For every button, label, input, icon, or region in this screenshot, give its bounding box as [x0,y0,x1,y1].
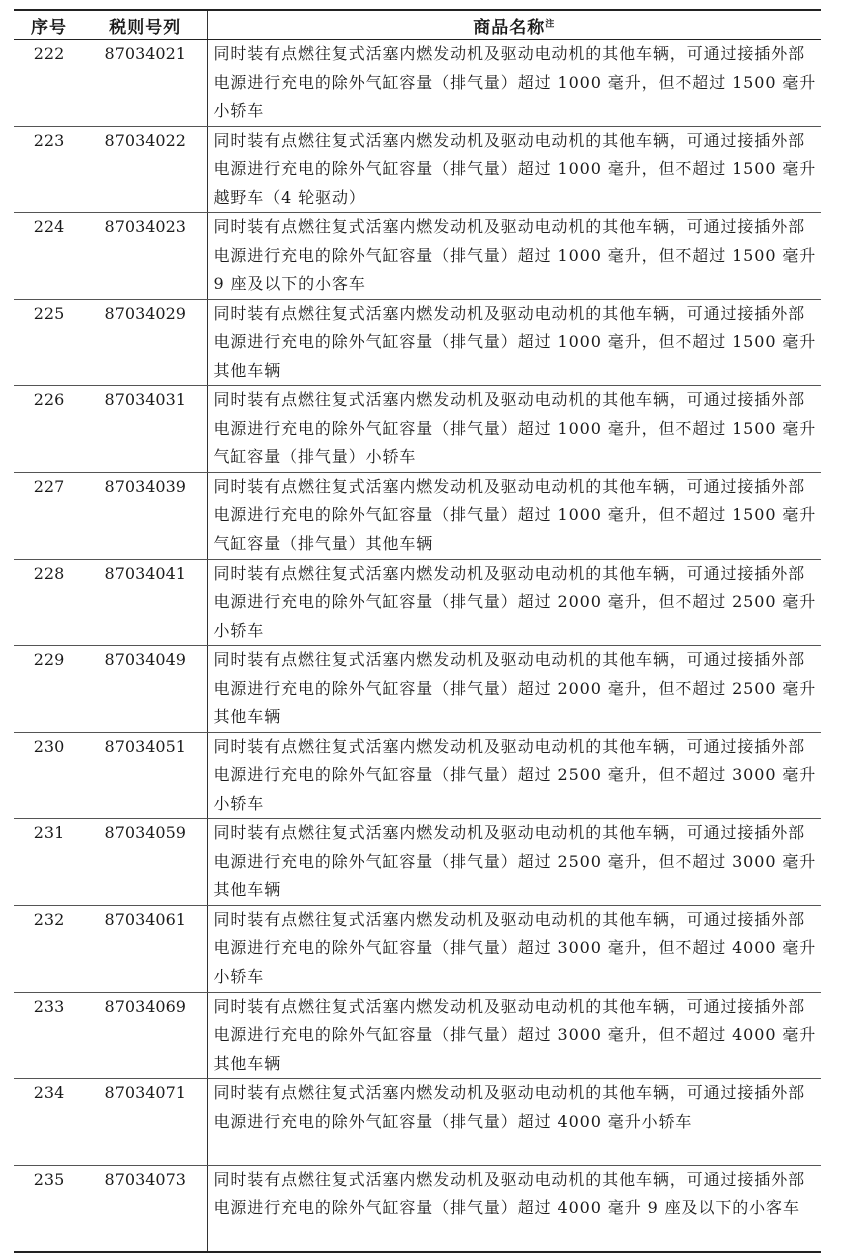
cell-description: 同时装有点燃往复式活塞内燃发动机及驱动电动机的其他车辆，可通过接插外部电源进行充电的除外气缸容量（排气量）超过 1000 毫升，但不超过 1500 毫升气缸容量（排气量）小轿车 [207,386,821,473]
header-name-note: 注 [545,18,556,29]
cell-code: 87034071 [84,1079,207,1166]
cell-seq: 230 [14,732,84,819]
cell-code: 87034059 [84,819,207,906]
tariff-table [14,9,821,1253]
cell-description: 同时装有点燃往复式活塞内燃发动机及驱动电动机的其他车辆，可通过接插外部电源进行充电的除外气缸容量（排气量）超过 1000 毫升，但不超过 1500 毫升其他车辆 [207,299,821,386]
table-row [14,386,821,473]
table-row [14,472,821,559]
cell-seq: 225 [14,299,84,386]
cell-description: 同时装有点燃往复式活塞内燃发动机及驱动电动机的其他车辆，可通过接插外部电源进行充电的除外气缸容量（排气量）超过 3000 毫升，但不超过 4000 毫升其他车辆 [207,992,821,1079]
table-row [14,213,821,300]
header-name-label: 商品名称 [473,17,546,38]
cell-description: 同时装有点燃往复式活塞内燃发动机及驱动电动机的其他车辆，可通过接插外部电源进行充电的除外气缸容量（排气量）超过 2500 毫升，但不超过 3000 毫升其他车辆 [207,819,821,906]
table-row [14,905,821,992]
cell-code: 87034069 [84,992,207,1079]
cell-code: 87034039 [84,472,207,559]
header-seq: 序号 [14,10,84,40]
cell-code: 87034023 [84,213,207,300]
table-row [14,1165,821,1252]
cell-seq: 229 [14,646,84,733]
cell-seq: 224 [14,213,84,300]
cell-description: 同时装有点燃往复式活塞内燃发动机及驱动电动机的其他车辆，可通过接插外部电源进行充电的除外气缸容量（排气量）超过 2500 毫升，但不超过 3000 毫升小轿车 [207,732,821,819]
cell-description: 同时装有点燃往复式活塞内燃发动机及驱动电动机的其他车辆，可通过接插外部电源进行充电的除外气缸容量（排气量）超过 4000 毫升小轿车 [207,1079,821,1166]
cell-description: 同时装有点燃往复式活塞内燃发动机及驱动电动机的其他车辆，可通过接插外部电源进行充电的除外气缸容量（排气量）超过 3000 毫升，但不超过 4000 毫升小轿车 [207,905,821,992]
cell-seq: 233 [14,992,84,1079]
cell-description: 同时装有点燃往复式活塞内燃发动机及驱动电动机的其他车辆，可通过接插外部电源进行充电的除外气缸容量（排气量）超过 2000 毫升，但不超过 2500 毫升小轿车 [207,559,821,646]
cell-seq: 234 [14,1079,84,1166]
cell-seq: 235 [14,1165,84,1252]
cell-seq: 227 [14,472,84,559]
cell-code: 87034022 [84,126,207,213]
cell-code: 87034051 [84,732,207,819]
cell-description: 同时装有点燃往复式活塞内燃发动机及驱动电动机的其他车辆，可通过接插外部电源进行充电的除外气缸容量（排气量）超过 2000 毫升，但不超过 2500 毫升其他车辆 [207,646,821,733]
cell-seq: 228 [14,559,84,646]
cell-code: 87034041 [84,559,207,646]
header-name [207,10,821,40]
table-row [14,559,821,646]
cell-code: 87034061 [84,905,207,992]
cell-seq: 222 [14,40,84,127]
cell-seq: 231 [14,819,84,906]
cell-code: 87034029 [84,299,207,386]
table-row [14,40,821,127]
table-row [14,992,821,1079]
table-body [14,40,821,1253]
table-header-row [14,10,821,40]
cell-seq: 223 [14,126,84,213]
cell-seq: 226 [14,386,84,473]
cell-description: 同时装有点燃往复式活塞内燃发动机及驱动电动机的其他车辆，可通过接插外部电源进行充电的除外气缸容量（排气量）超过 1000 毫升，但不超过 1500 毫升气缸容量（排气量）其他车辆 [207,472,821,559]
cell-code: 87034021 [84,40,207,127]
table-row [14,1079,821,1166]
table-row [14,646,821,733]
cell-seq: 232 [14,905,84,992]
tariff-table-page [14,9,821,1253]
table-row [14,299,821,386]
header-code: 税则号列 [84,10,207,40]
cell-code: 87034031 [84,386,207,473]
cell-description: 同时装有点燃往复式活塞内燃发动机及驱动电动机的其他车辆，可通过接插外部电源进行充电的除外气缸容量（排气量）超过 4000 毫升 9 座及以下的小客车 [207,1165,821,1252]
table-row [14,732,821,819]
cell-description: 同时装有点燃往复式活塞内燃发动机及驱动电动机的其他车辆，可通过接插外部电源进行充电的除外气缸容量（排气量）超过 1000 毫升，但不超过 1500 毫升小轿车 [207,40,821,127]
table-row [14,126,821,213]
cell-code: 87034049 [84,646,207,733]
table-row [14,819,821,906]
cell-description: 同时装有点燃往复式活塞内燃发动机及驱动电动机的其他车辆，可通过接插外部电源进行充电的除外气缸容量（排气量）超过 1000 毫升，但不超过 1500 毫升越野车（4 轮驱动） [207,126,821,213]
cell-description: 同时装有点燃往复式活塞内燃发动机及驱动电动机的其他车辆，可通过接插外部电源进行充电的除外气缸容量（排气量）超过 1000 毫升，但不超过 1500 毫升 9 座及以下的小客车 [207,213,821,300]
cell-code: 87034073 [84,1165,207,1252]
